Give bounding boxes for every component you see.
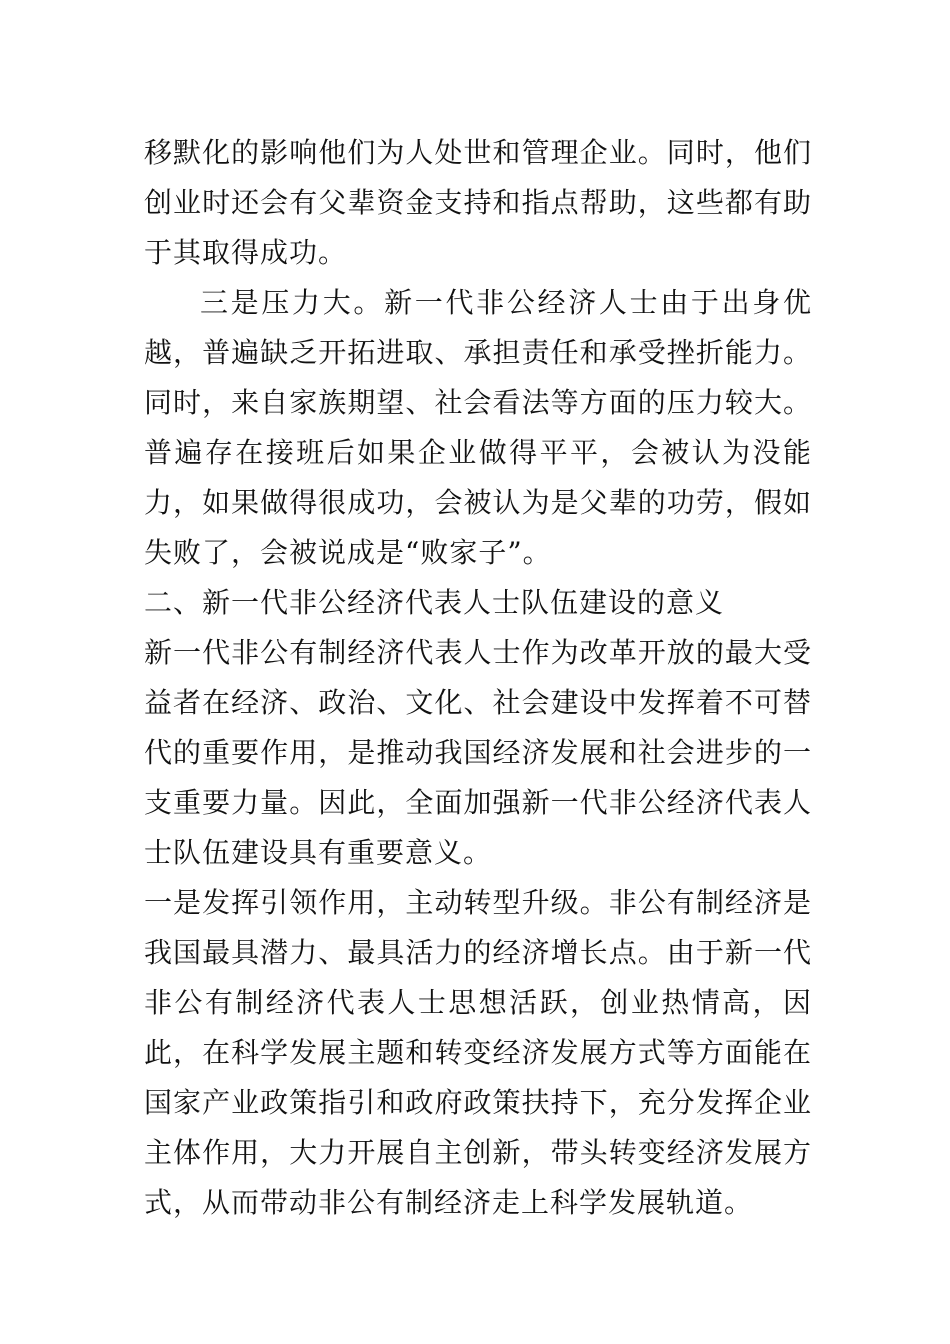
paragraph-significance: 新一代非公有制经济代表人士作为改革开放的最大受益者在经济、政治、文化、社会建设中发挥着不可替代的重要作用，是推动我国经济发展和社会进步的一支重要力量。因此，全面加强新一代非公经济代表人士队伍建设具有重要意义。 bbox=[144, 636, 812, 869]
paragraph-continuation: 移默化的影响他们为人处世和管理企业。同时，他们创业时还会有父辈资金支持和指点帮助，这些都有助于其取得成功。 bbox=[144, 136, 812, 269]
paragraph-pressure: 三是压力大。新一代非公经济人士由于出身优越，普遍缺乏开拓进取、承担责任和承受挫折能力。同时，来自家族期望、社会看法等方面的压力较大。普遍存在接班后如果企业做得平平，会被认为没能力，如果做得很成功，会被认为是父辈的功劳，假如失败了，会被说成是“败家子”。 bbox=[144, 286, 812, 569]
paragraph-leading-role: 一是发挥引领作用，主动转型升级。非公有制经济是我国最具潜力、最具活力的经济增长点。由于新一代非公有制经济代表人士思想活跃，创业热情高，因此，在科学发展主题和转变经济发展方式等方面能在国家产业政策指引和政府政策扶持下，充分发挥企业主体作用，大力开展自主创新，带头转变经济发展方式，从而带动非公有制经济走上科学发展轨道。 bbox=[144, 886, 812, 1219]
section-heading: 二、新一代非公经济代表人士队伍建设的意义 bbox=[144, 586, 725, 619]
body-text bbox=[144, 128, 812, 1228]
